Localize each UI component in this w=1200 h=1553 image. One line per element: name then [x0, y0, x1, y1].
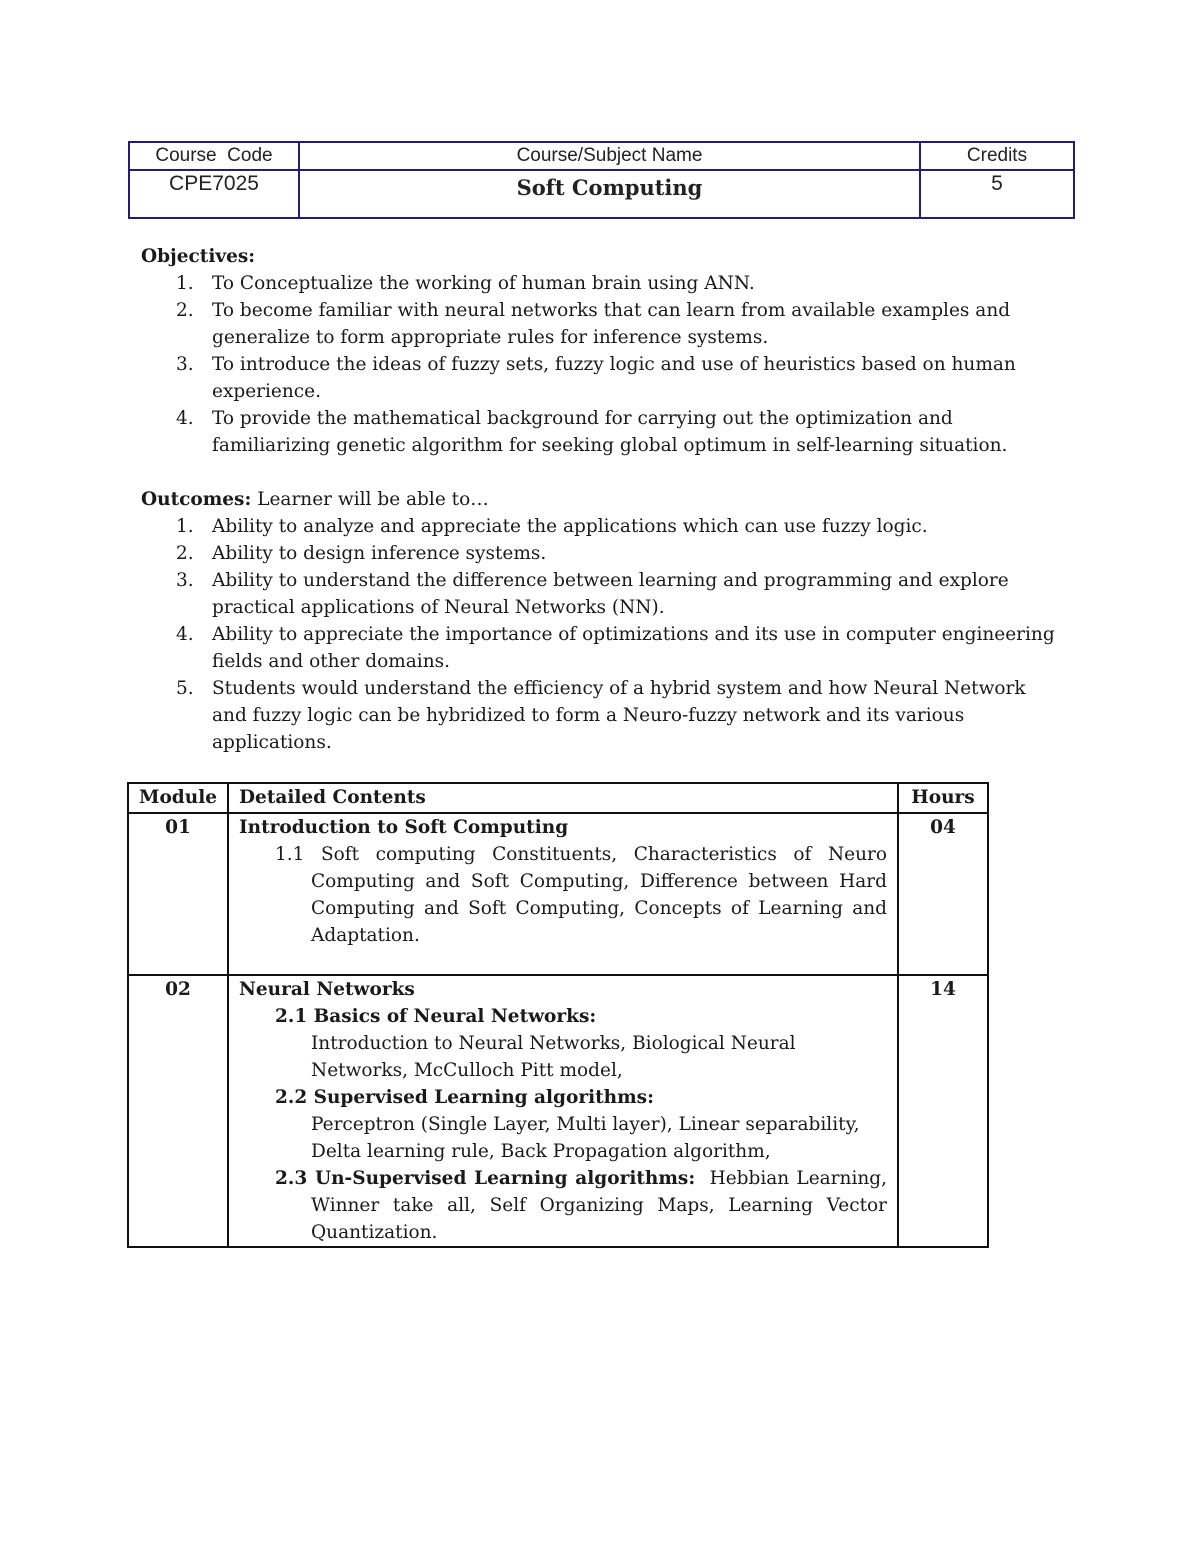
module-hours: 04 — [930, 817, 956, 838]
details-column-header: Detailed Contents — [228, 783, 898, 813]
course-header-table — [128, 141, 1075, 219]
course-name-label: Course/Subject Name — [299, 142, 920, 170]
subsection-heading: 2.1 Basics of Neural Networks: — [275, 1006, 597, 1027]
module-column-header: Module — [128, 783, 228, 813]
module-subsection-text: 1.1 Soft computing Constituents, Characteristics of Neuro Computing and Soft Computing, Difference between Hard Computing and Soft Computing, Concepts of Learning and Adaptation. — [275, 844, 887, 946]
subsection-combined — [275, 1165, 893, 1246]
module-table-header — [128, 783, 988, 813]
module-hours: 14 — [930, 979, 956, 1000]
outcomes-list — [141, 513, 1081, 756]
outcomes-section — [141, 486, 1081, 756]
outcomes-heading-line — [141, 486, 1081, 513]
subsection-body: Introduction to Neural Networks, Biological Neural Networks, McCulloch Pitt model, — [311, 1033, 796, 1081]
objective-item: 2. To become familiar with neural networks that can learn from available examples and generalize to form appropriate rules for inference systems. — [176, 300, 1011, 348]
outcomes-intro: Learner will be able to… — [251, 489, 489, 510]
module-number: 01 — [165, 817, 191, 838]
objective-item: 4. To provide the mathematical background for carrying out the optimization and familiarizing genetic algorithm for seeking global optimum in self-learning situation. — [176, 408, 1008, 456]
module-title: Introduction to Soft Computing — [239, 817, 569, 838]
course-name-value: Soft Computing — [299, 170, 920, 218]
subsection-body: Hebbian Learning, Winner take all, Self Organizing Maps, Learning Vector Quantization. — [311, 1168, 893, 1243]
course-code-label: Course Code — [129, 142, 299, 170]
module-row — [128, 813, 988, 975]
objectives-heading: Objectives: — [141, 246, 256, 267]
objectives-section — [141, 243, 1081, 459]
module-title: Neural Networks — [239, 979, 415, 1000]
module-table — [127, 782, 989, 1248]
credits-label: Credits — [920, 142, 1074, 170]
subsection-body: Perceptron (Single Layer, Multi layer), Linear separability, Delta learning rule, Back Propagation algorithm, — [311, 1114, 860, 1162]
module-number: 02 — [165, 979, 191, 1000]
objective-item: 3. To introduce the ideas of fuzzy sets, fuzzy logic and use of heuristics based on human experience. — [176, 354, 1016, 402]
objective-item: 1. To Conceptualize the working of human brain using ANN. — [176, 273, 755, 294]
outcome-item: 4. Ability to appreciate the importance of optimizations and its use in computer engineering fields and other domains. — [176, 624, 1055, 672]
credits-value: 5 — [920, 170, 1074, 218]
objectives-list — [141, 270, 1081, 459]
subsection-heading: 2.3 Un-Supervised Learning algorithms: — [275, 1168, 696, 1189]
subsection-heading: 2.2 Supervised Learning algorithms: — [275, 1087, 654, 1108]
outcome-item: 5. Students would understand the efficiency of a hybrid system and how Neural Network and fuzzy logic can be hybridized to form a Neuro-fuzzy network and its various applications. — [176, 678, 1026, 753]
outcome-item: 2. Ability to design inference systems. — [176, 543, 547, 564]
outcomes-heading: Outcomes: — [141, 489, 252, 510]
module-row — [128, 975, 988, 1247]
hours-column-header: Hours — [898, 783, 988, 813]
header-label-row — [129, 142, 1074, 170]
course-code-value: CPE7025 — [129, 170, 299, 218]
outcome-item: 1. Ability to analyze and appreciate the applications which can use fuzzy logic. — [176, 516, 928, 537]
outcome-item: 3. Ability to understand the difference between learning and programming and explore practical applications of Neural Networks (NN). — [176, 570, 1009, 618]
header-value-row — [129, 170, 1074, 218]
